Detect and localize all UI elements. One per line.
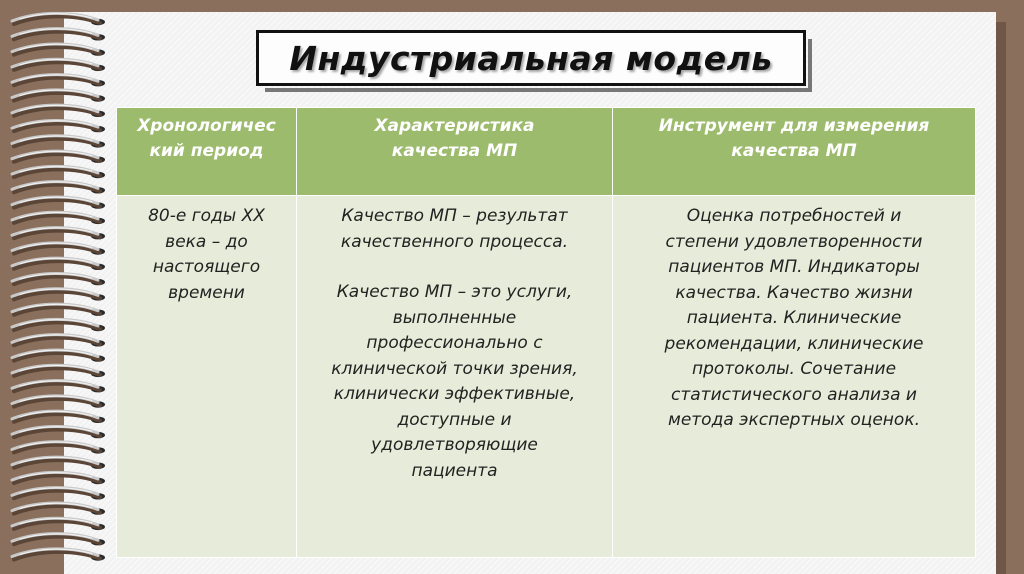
spiral-ring <box>12 75 105 87</box>
spiral-ring <box>12 426 105 438</box>
cell-instrument <box>613 196 976 558</box>
spiral-ring <box>12 212 105 224</box>
spiral-ring <box>12 381 105 393</box>
spiral-ring <box>12 319 105 331</box>
spiral-ring <box>12 304 105 316</box>
spiral-ring <box>12 197 105 209</box>
spiral-ring <box>12 228 105 240</box>
spiral-ring <box>12 442 105 454</box>
page-title: Индустриальная модель <box>289 38 773 78</box>
spiral-ring <box>12 182 105 194</box>
spiral-binding-icon <box>0 10 120 570</box>
spiral-ring <box>12 90 105 102</box>
cell-characteristic <box>297 196 613 558</box>
characteristic-text-1: Качество МП – результат качественного процесса. <box>340 206 569 252</box>
spiral-ring <box>12 29 105 41</box>
spiral-ring <box>12 518 105 530</box>
spiral-ring <box>12 258 105 270</box>
period-text: 80-е годы XX века – до настоящего времени <box>148 206 265 303</box>
spiral-ring <box>12 136 105 148</box>
spiral-ring <box>12 534 105 546</box>
spiral-ring <box>12 396 105 408</box>
spiral-ring <box>12 273 105 285</box>
instrument-text: Оценка потребностей и степени удовлетворенности пациентов МП. Индикаторы качества. Качество жизни пациента. Клинические рекомендации, клинические протоколы. Сочетание статистического анализа и метода экспертных оценок. <box>664 206 924 430</box>
spiral-ring <box>12 13 105 25</box>
characteristic-text-2: Качество МП – это услуги, выполненные профессионально с клинической точки зрения, клинически эффективные, доступные и удовлетворяющие пациента <box>331 282 578 481</box>
header-instrument: Инструмент для измерения качества МП <box>613 108 976 196</box>
spiral-ring <box>12 243 105 255</box>
spiral-ring <box>12 549 105 561</box>
spiral-ring <box>12 365 105 377</box>
spiral-ring <box>12 105 105 117</box>
spiral-ring <box>12 350 105 362</box>
spiral-ring <box>12 503 105 515</box>
spiral-ring <box>12 59 105 71</box>
header-period: Хронологичес кий период <box>117 108 297 196</box>
cell-period <box>117 196 297 558</box>
spiral-ring <box>12 166 105 178</box>
spiral-ring <box>12 335 105 347</box>
header-characteristic: Характеристика качества МП <box>297 108 613 196</box>
spiral-ring <box>12 120 105 132</box>
spiral-ring <box>12 457 105 469</box>
spiral-ring <box>12 472 105 484</box>
spiral-ring <box>12 411 105 423</box>
table-header-row <box>117 108 976 196</box>
model-table <box>116 107 976 558</box>
spiral-ring <box>12 289 105 301</box>
table-row <box>117 196 976 558</box>
spiral-ring <box>12 44 105 56</box>
title-box <box>256 30 806 86</box>
spiral-ring <box>12 488 105 500</box>
spiral-ring <box>12 151 105 163</box>
